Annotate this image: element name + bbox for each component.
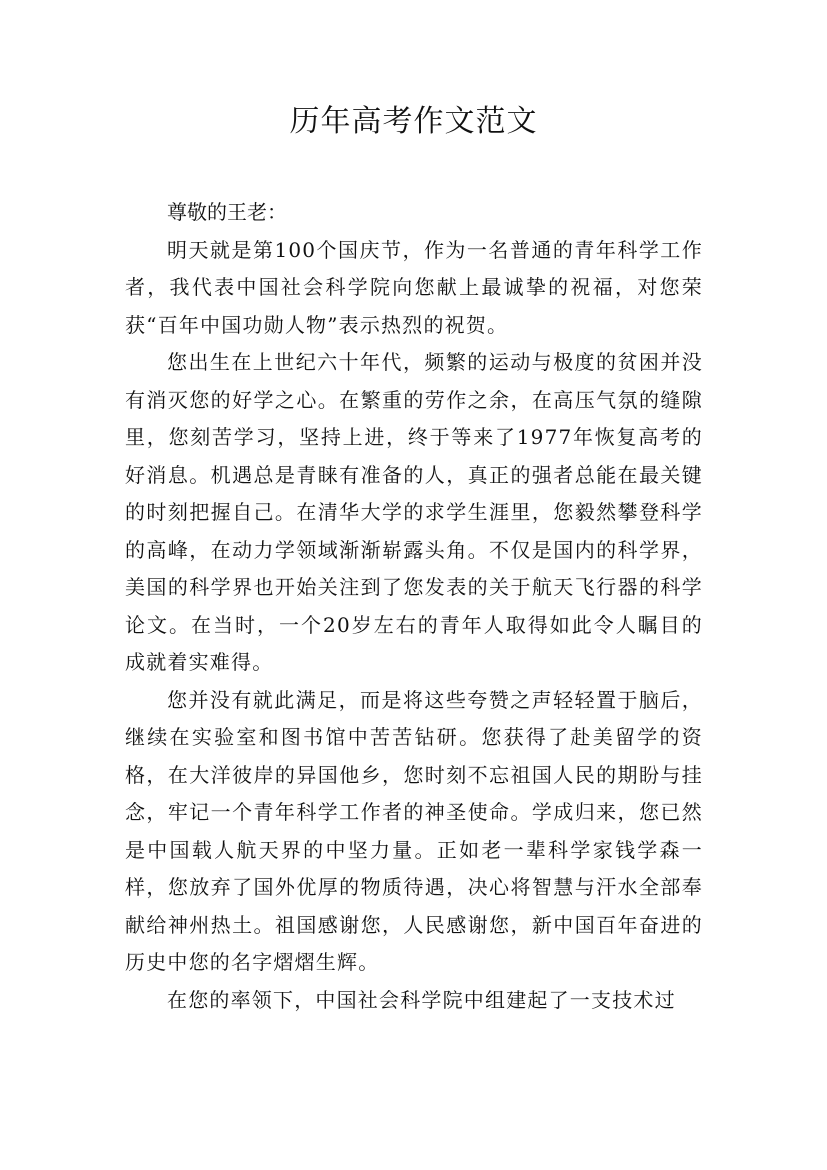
document-body [125, 194, 703, 1019]
paragraph-1: 明天就是第100个国庆节，作为一名普通的青年科学工作者，我代表中国社会科学院向您献上最诚挚的祝福，对您荣获“百年中国功勋人物”表示热烈的祝贺。 [125, 237, 703, 337]
paragraph-2: 您出生在上世纪六十年代，频繁的运动与极度的贫困并没有消灭您的好学之心。在繁重的劳作之余，在高压气氛的缝隙里，您刻苦学习，坚持上进，终于等来了1977年恢复高考的好消息。机遇总是青睐有准备的人，真正的强者总能在最关键的时刻把握自己。在清华大学的求学生涯里，您毅然攀登科学的高峰，在动力学领域渐渐崭露头角。不仅是国内的科学界，美国的科学界也开始关注到了您发表的关于航天飞行器的科学论文。在当时，一个20岁左右的青年人取得如此令人瞩目的成就着实难得。 [125, 350, 703, 674]
paragraph-3: 您并没有就此满足，而是将这些夸赞之声轻轻置于脑后，继续在实验室和图书馆中苦苦钻研。您获得了赴美留学的资格，在大洋彼岸的异国他乡，您时刻不忘祖国人民的期盼与挂念，牢记一个青年科学工作者的神圣使命。学成归来，您已然是中国载人航天界的中坚力量。正如老一辈科学家钱学森一样，您放弃了国外优厚的物质待遇，决心将智慧与汗水全部奉献给神州热土。祖国感谢您，人民感谢您，新中国百年奋进的历史中您的名字熠熠生辉。 [125, 687, 703, 974]
paragraph-4: 在您的率领下，中国社会科学院中组建起了一支技术过 [167, 987, 676, 1012]
letter-greeting: 尊敬的王老： [167, 200, 287, 224]
document-title: 历年高考作文范文 [289, 104, 538, 139]
